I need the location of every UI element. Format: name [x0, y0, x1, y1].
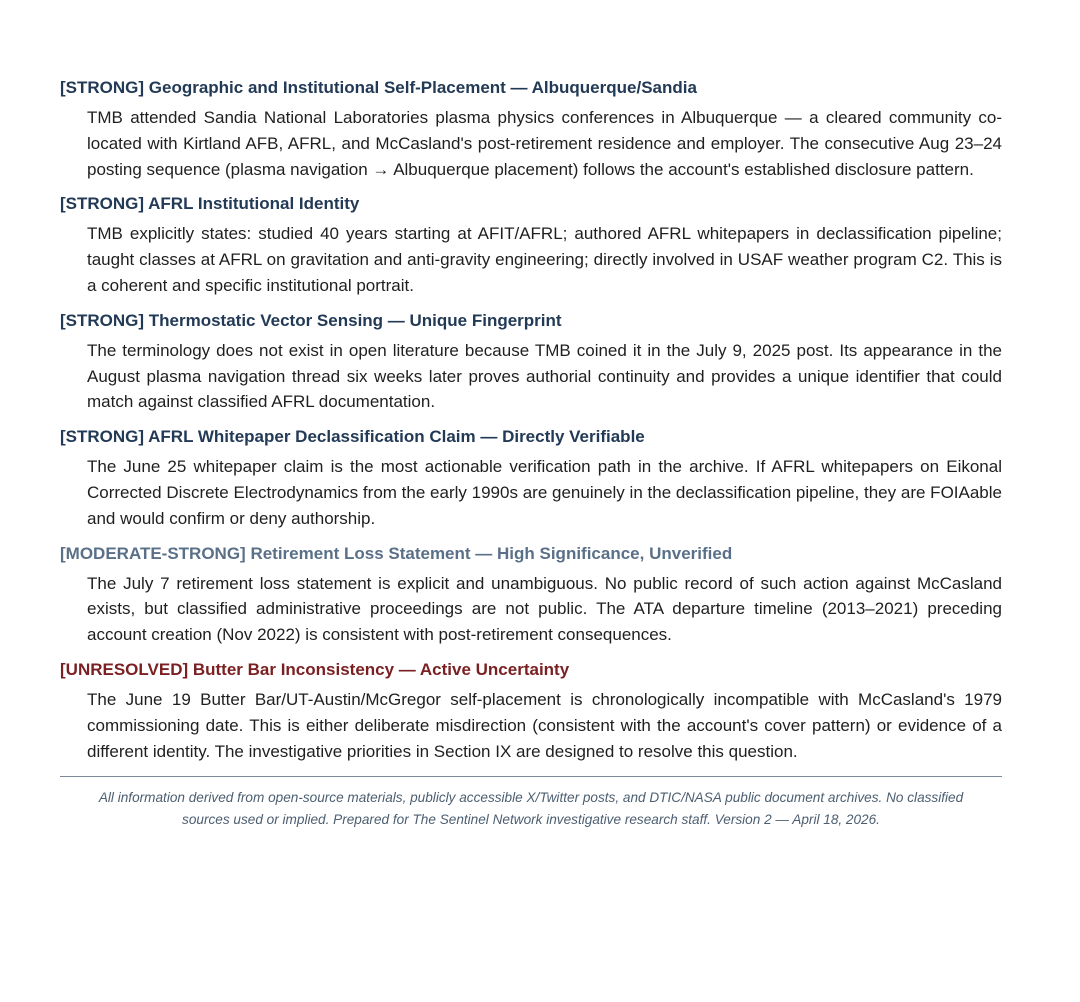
- finding-heading: [STRONG] Geographic and Institutional Self-Placement — Albuquerque/Sandia: [60, 78, 697, 97]
- footer-line-2: sources used or implied. Prepared for The Sentinel Network investigative research staff. Version 2 — April 18, 2026.: [182, 812, 880, 828]
- finding-section: [60, 658, 1002, 764]
- finding-heading: [STRONG] AFRL Institutional Identity: [60, 194, 360, 214]
- finding-heading: [UNRESOLVED] Butter Bar Inconsistency — Active Uncertainty: [60, 659, 570, 679]
- finding-heading: [STRONG] Thermostatic Vector Sensing — Unique Fingerprint: [60, 310, 562, 330]
- document-page: [60, 76, 1002, 831]
- finding-body: The June 19 Butter Bar/UT-Austin/McGregor self-placement is chronologically incompatible with McCasland's 1979 commissioning date. This is either deliberate misdirection (consistent with the account's cover pattern) or evidence of a different identity. The investigative priorities in Section IX are designed to resolve this question.: [87, 689, 1002, 761]
- finding-body: The July 7 retirement loss statement is explicit and unambiguous. No public record of such action against McCasland exists, but classified administrative proceedings are not public. The ATA departure timeline (2013–2021) preceding account creation (Nov 2022) is consistent with post-retirement consequences.: [87, 573, 1002, 645]
- finding-heading: [STRONG] AFRL Whitepaper Declassification Claim — Directly Verifiable: [60, 427, 645, 447]
- footer-line-1: All information derived from open-source materials, publicly accessible X/Twitter posts, and DTIC/NASA public document archives. No classified: [98, 790, 964, 806]
- finding-section: [60, 76, 1002, 182]
- finding-heading: [MODERATE-STRONG] Retirement Loss Statement — High Significance, Unverified: [60, 543, 733, 563]
- finding-body: TMB attended Sandia National Laboratories plasma physics conferences in Albuquerque — a cleared community co-located with Kirtland AFB, AFRL, and McCasland's post-retirement residence and employer. The consecutive Aug 23–24 posting sequence (plasma navigation → Albuquerque placement) follows the account's established disclosure pattern.: [87, 108, 1002, 179]
- footer-divider: [60, 776, 1002, 777]
- finding-body: The June 25 whitepaper claim is the most actionable verification path in the archive. If AFRL whitepapers on Eikonal Corrected Discrete Electrodynamics from the early 1990s are genuinely in the declassification pipeline, they are FOIAable and would confirm or deny authorship.: [87, 457, 1002, 528]
- footer-disclaimer: [60, 787, 1002, 831]
- finding-section: [60, 425, 1002, 531]
- finding-section: [60, 309, 1002, 415]
- finding-section: [60, 192, 1002, 298]
- finding-section: [60, 542, 1002, 648]
- finding-body: The terminology does not exist in open literature because TMB coined it in the July 9, 2025 post. Its appearance in the August plasma navigation thread six weeks later proves authorial continuity and provides a unique identifier that could match against classified AFRL documentation.: [87, 340, 1002, 412]
- finding-body: TMB explicitly states: studied 40 years starting at AFIT/AFRL; authored AFRL whitepapers in declassification pipeline; taught classes at AFRL on gravitation and anti-gravity engineering; directly involved in USAF weather program C2. This is a coherent and specific institutional portrait.: [87, 224, 1002, 295]
